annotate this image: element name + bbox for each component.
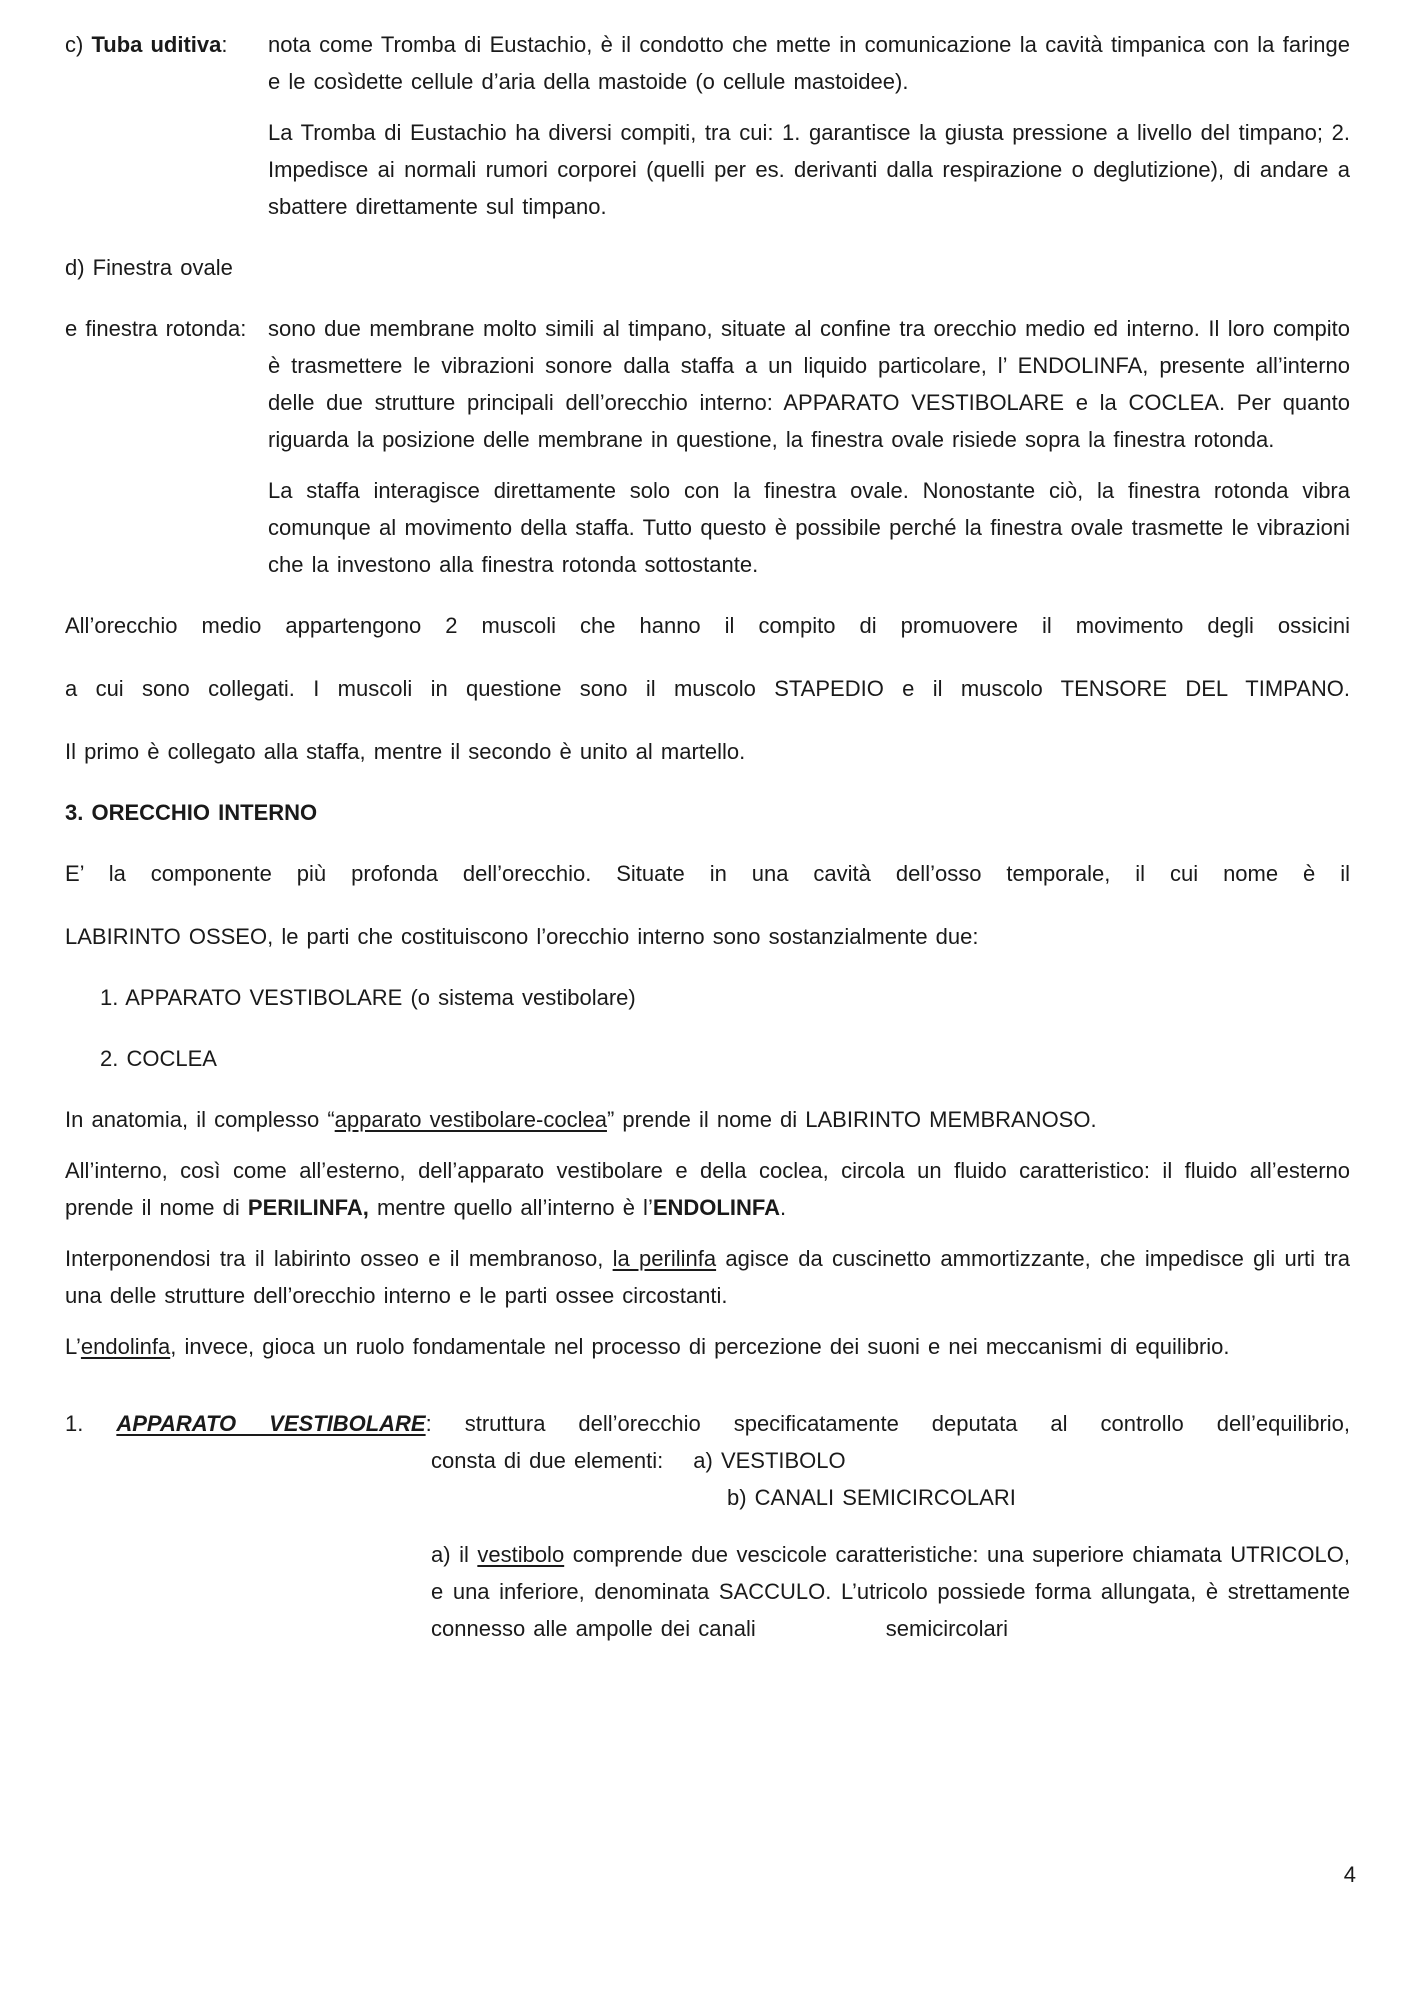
hanging-inline-block: [65, 1405, 1350, 1647]
paragraph-line: [65, 607, 1350, 644]
text-run: All’orecchio medio appartengono 2 muscoli che hanno il compito di promuovere il movimento degli ossicini: [65, 613, 1350, 638]
text-run: Il primo è collegato alla staffa, mentre il secondo è unito al martello.: [65, 739, 746, 764]
text-gap: [663, 1467, 693, 1468]
text-run: nota come Tromba di Eustachio, è il condotto che mette in comunicazione la cavità timpanica con la faringe e le cosìdette cellule d’aria della mastoide (o cellule mastoidee).: [268, 32, 1350, 94]
text-run: agisce da cuscinetto ammortizzante, che impedisce gli urti tra una delle strutture dell’orecchio interno e le parti ossee circostanti.: [65, 1246, 1350, 1308]
paragraph: [268, 114, 1350, 225]
hanging-label: [65, 1411, 465, 1436]
paragraph-line: [431, 1442, 1350, 1479]
text-run: sono due membrane molto simili al timpano, situate al confine tra orecchio medio ed interno. Il loro compito è trasmettere le vibrazioni sonore dalla staffa a un liquido particolare, l’ ENDOLINFA, presente all’interno delle due strutture principali dell’orecchio interno: APPARATO VESTIBOLARE e la COCLEA. Per quanto riguarda la posizione delle membrane in questione, la finestra ovale risiede sopra la finestra rotonda.: [268, 316, 1350, 452]
paragraph-line: [65, 855, 1350, 892]
text-run: la perilinfa: [612, 1246, 717, 1271]
section-heading: [65, 794, 1350, 831]
document-content: [65, 26, 1350, 1647]
paragraph-line: [65, 733, 1350, 770]
text-run: PERILINFA,: [247, 1195, 369, 1220]
paragraph: [65, 1328, 1350, 1365]
text-run: .: [779, 1195, 787, 1220]
paragraph: [65, 1101, 1350, 1138]
hanging-body: [268, 310, 1350, 583]
text-run: APPARATO VESTIBOLARE: [116, 1411, 426, 1436]
page-number: 4: [1343, 1862, 1356, 1887]
text-gap: [756, 1635, 886, 1636]
text-run: a cui sono collegati. I muscoli in questione sono il muscolo STAPEDIO e il muscolo TENSORE DEL TIMPANO.: [65, 676, 1350, 701]
text-run: struttura dell’orecchio specificatamente deputata al controllo dell’equilibrio,: [464, 1411, 1351, 1436]
text-run: comprende due vescicole caratteristiche: una superiore chiamata UTRICOLO, e una inferiore, denominata SACCULO. L’utricolo possiede forma allungata, è strettamente connesso alle ampolle dei canali: [431, 1542, 1350, 1641]
hanging-block: [65, 26, 1350, 225]
paragraph: [268, 26, 1350, 100]
text-run: ENDOLINFA: [652, 1195, 780, 1220]
text-run: La Tromba di Eustachio ha diversi compiti, tra cui: 1. garantisce la giusta pressione a livello del timpano; 2. Impedisce ai normali rumori corporei (quelli per es. derivanti dalla respirazione o deglutizione), di andare a sbattere direttamente sul timpano.: [268, 120, 1350, 219]
paragraph: [268, 472, 1350, 583]
text-run: a) VESTIBOLO: [693, 1448, 846, 1473]
paragraph-line: [727, 1479, 1350, 1516]
text-run: semicircolari: [885, 1616, 1009, 1641]
text-run: c): [65, 32, 92, 57]
text-run: 2. COCLEA: [100, 1046, 217, 1071]
paragraph: [431, 1536, 1350, 1647]
hanging-label: [65, 310, 246, 347]
hanging-body: [268, 26, 1350, 225]
text-run: e finestra rotonda:: [65, 316, 247, 341]
text-run: ” prende il nome di LABIRINTO MEMBRANOSO.: [606, 1107, 1097, 1132]
text-run: apparato vestibolare-coclea: [334, 1107, 607, 1132]
paragraph: [65, 1152, 1350, 1226]
text-run: b) CANALI SEMICIRCOLARI: [727, 1485, 1016, 1510]
text-run: :: [221, 32, 228, 57]
text-run: In anatomia, il complesso “: [65, 1107, 335, 1132]
text-run: d) Finestra ovale: [65, 255, 233, 280]
text-run: consta di due elementi:: [431, 1448, 664, 1473]
text-run: 1. APPARATO VESTIBOLARE (o sistema vestibolare): [100, 985, 636, 1010]
text-run: a) il: [431, 1542, 478, 1567]
text-run: 3. ORECCHIO INTERNO: [65, 800, 318, 825]
list-item: [100, 979, 1350, 1016]
text-run: 1.: [65, 1411, 117, 1436]
text-run: E’ la componente più profonda dell’orecchio. Situate in una cavità dell’osso temporale, il cui nome è il: [65, 861, 1350, 886]
hanging-label: [65, 26, 228, 63]
text-run: LABIRINTO OSSEO, le parti che costituiscono l’orecchio interno sono sostanzialmente due:: [65, 924, 979, 949]
text-run: Tuba uditiva: [91, 32, 222, 57]
paragraph: [65, 1405, 1350, 1442]
paragraph-line: [65, 670, 1350, 707]
text-run: , invece, gioca un ruolo fondamentale nel processo di percezione dei suoni e nei meccanismi di equilibrio.: [170, 1334, 1230, 1359]
list-item: [100, 1040, 1350, 1077]
hanging-block: [65, 310, 1350, 583]
paragraph-line: [65, 918, 1350, 955]
text-run: :: [425, 1411, 465, 1436]
text-run: vestibolo: [477, 1542, 565, 1567]
text-run: endolinfa: [80, 1334, 171, 1359]
text-run: mentre quello all’interno è l’: [368, 1195, 653, 1220]
paragraph-line: [65, 249, 1350, 286]
text-run: Interponendosi tra il labirinto osseo e il membranoso,: [65, 1246, 613, 1271]
paragraph: [268, 310, 1350, 458]
text-run: La staffa interagisce direttamente solo con la finestra ovale. Nonostante ciò, la finestra rotonda vibra comunque al movimento della staffa. Tutto questo è possibile perché la finestra ovale trasmette le vibrazioni che la investono alla finestra rotonda sottostante.: [268, 478, 1350, 577]
text-run: L’: [65, 1334, 81, 1359]
text-run: All’interno, così come all’esterno, dell’apparato vestibolare e della coclea, circola un fluido caratteristico: il fluido all’esterno prende il nome di: [65, 1158, 1350, 1220]
paragraph: [65, 1240, 1350, 1314]
